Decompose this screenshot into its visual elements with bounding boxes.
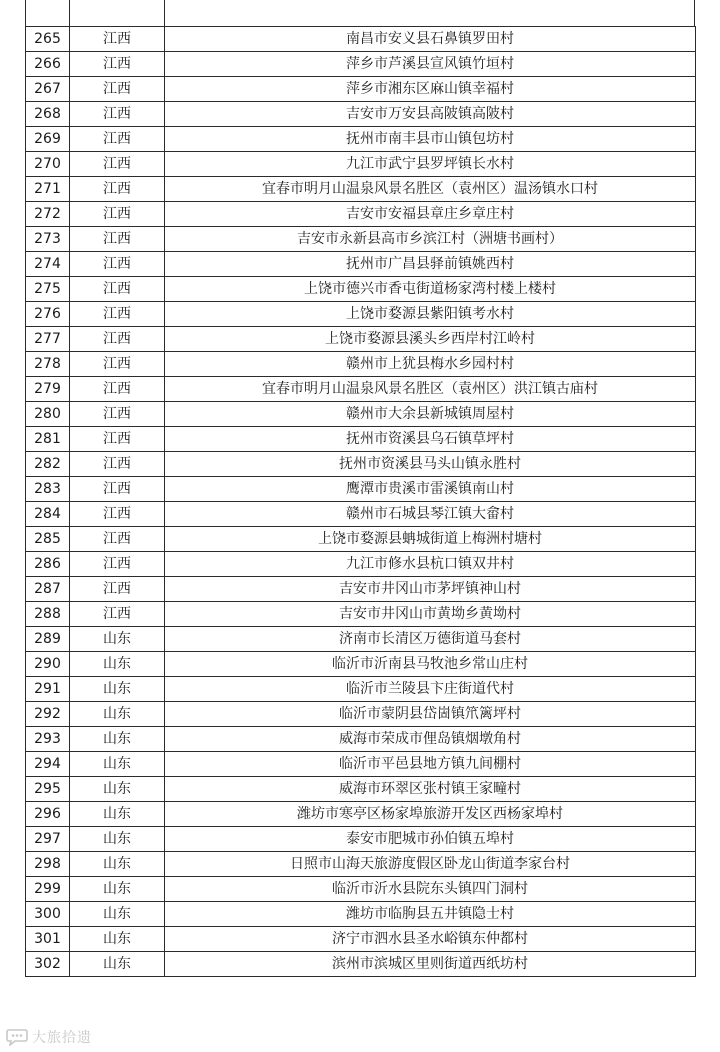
village-name-cell: 吉安市万安县高陂镇高陂村 bbox=[165, 102, 696, 127]
province-cell: 江西 bbox=[70, 252, 165, 277]
table-row bbox=[26, 127, 696, 152]
row-number-cell: 298 bbox=[26, 852, 70, 877]
village-name-cell: 赣州市石城县琴江镇大畲村 bbox=[165, 502, 696, 527]
row-number-cell: 281 bbox=[26, 427, 70, 452]
speech-bubble-logo-icon bbox=[6, 1028, 28, 1046]
row-number-cell: 292 bbox=[26, 702, 70, 727]
row-number-cell: 289 bbox=[26, 627, 70, 652]
village-name-cell: 威海市荣成市俚岛镇烟墩角村 bbox=[165, 727, 696, 752]
table-row bbox=[26, 302, 696, 327]
row-number-cell: 265 bbox=[26, 27, 70, 52]
table-row bbox=[26, 752, 696, 777]
village-list-sheet bbox=[25, 26, 695, 977]
table-row bbox=[26, 952, 696, 977]
table-row bbox=[26, 252, 696, 277]
province-cell: 江西 bbox=[70, 152, 165, 177]
province-cell: 山东 bbox=[70, 752, 165, 777]
village-name-cell: 抚州市资溪县马头山镇永胜村 bbox=[165, 452, 696, 477]
table-row bbox=[26, 527, 696, 552]
village-name-cell: 抚州市南丰县市山镇包坊村 bbox=[165, 127, 696, 152]
province-cell: 山东 bbox=[70, 677, 165, 702]
table-row bbox=[26, 152, 696, 177]
row-number-cell: 277 bbox=[26, 327, 70, 352]
table-row bbox=[26, 902, 696, 927]
province-cell: 山东 bbox=[70, 877, 165, 902]
village-name-cell: 赣州市上犹县梅水乡园村村 bbox=[165, 352, 696, 377]
village-name-cell: 鹰潭市贵溪市雷溪镇南山村 bbox=[165, 477, 696, 502]
village-name-cell: 吉安市永新县高市乡滨江村（洲塘书画村） bbox=[165, 227, 696, 252]
village-name-cell: 济南市长清区万德街道马套村 bbox=[165, 627, 696, 652]
row-number-cell: 268 bbox=[26, 102, 70, 127]
row-number-cell: 300 bbox=[26, 902, 70, 927]
table-row bbox=[26, 202, 696, 227]
village-name-cell: 济宁市泗水县圣水峪镇东仲都村 bbox=[165, 927, 696, 952]
row-number-cell: 271 bbox=[26, 177, 70, 202]
village-name-cell: 上饶市婺源县溪头乡西岸村江岭村 bbox=[165, 327, 696, 352]
row-number-cell: 269 bbox=[26, 127, 70, 152]
row-number-cell: 267 bbox=[26, 77, 70, 102]
table-row bbox=[26, 577, 696, 602]
row-number-cell: 278 bbox=[26, 352, 70, 377]
village-name-cell: 南昌市安义县石鼻镇罗田村 bbox=[165, 27, 696, 52]
row-number-cell: 299 bbox=[26, 877, 70, 902]
village-name-cell: 上饶市婺源县紫阳镇考水村 bbox=[165, 302, 696, 327]
table-row bbox=[26, 27, 696, 52]
watermark bbox=[6, 1026, 92, 1048]
table-row bbox=[26, 77, 696, 102]
table-row bbox=[26, 227, 696, 252]
village-name-cell: 吉安市井冈山市黄坳乡黄坳村 bbox=[165, 602, 696, 627]
village-name-cell: 潍坊市临朐县五井镇隐士村 bbox=[165, 902, 696, 927]
province-cell: 江西 bbox=[70, 202, 165, 227]
village-name-cell: 抚州市资溪县乌石镇草坪村 bbox=[165, 427, 696, 452]
table-row bbox=[26, 727, 696, 752]
row-number-cell: 276 bbox=[26, 302, 70, 327]
row-number-cell: 294 bbox=[26, 752, 70, 777]
province-cell: 山东 bbox=[70, 627, 165, 652]
village-name-cell: 上饶市婺源县蚺城街道上梅洲村塘村 bbox=[165, 527, 696, 552]
table-row bbox=[26, 502, 696, 527]
table-row bbox=[26, 452, 696, 477]
row-number-cell: 301 bbox=[26, 927, 70, 952]
row-number-cell: 270 bbox=[26, 152, 70, 177]
province-cell: 山东 bbox=[70, 952, 165, 977]
province-cell: 江西 bbox=[70, 427, 165, 452]
village-name-cell: 九江市武宁县罗坪镇长水村 bbox=[165, 152, 696, 177]
row-number-cell: 284 bbox=[26, 502, 70, 527]
table-row bbox=[26, 377, 696, 402]
province-cell: 山东 bbox=[70, 652, 165, 677]
row-number-cell: 291 bbox=[26, 677, 70, 702]
table-row bbox=[26, 177, 696, 202]
village-name-cell: 九江市修水县杭口镇双井村 bbox=[165, 552, 696, 577]
province-cell: 江西 bbox=[70, 77, 165, 102]
table-row bbox=[26, 477, 696, 502]
village-name-cell: 宜春市明月山温泉风景名胜区（袁州区）洪江镇古庙村 bbox=[165, 377, 696, 402]
table-row bbox=[26, 327, 696, 352]
row-number-cell: 290 bbox=[26, 652, 70, 677]
table-row bbox=[26, 552, 696, 577]
province-cell: 江西 bbox=[70, 502, 165, 527]
row-number-cell: 280 bbox=[26, 402, 70, 427]
province-cell: 江西 bbox=[70, 177, 165, 202]
row-number-cell: 282 bbox=[26, 452, 70, 477]
table-row bbox=[26, 352, 696, 377]
table-row bbox=[26, 802, 696, 827]
village-name-cell: 临沂市沂南县马牧池乡常山庄村 bbox=[165, 652, 696, 677]
village-name-cell: 上饶市德兴市香屯街道杨家湾村楼上楼村 bbox=[165, 277, 696, 302]
province-cell: 山东 bbox=[70, 927, 165, 952]
village-table-body bbox=[26, 27, 696, 977]
table-row bbox=[26, 852, 696, 877]
row-number-cell: 266 bbox=[26, 52, 70, 77]
province-cell: 山东 bbox=[70, 702, 165, 727]
row-number-cell: 296 bbox=[26, 802, 70, 827]
village-name-cell: 吉安市安福县章庄乡章庄村 bbox=[165, 202, 696, 227]
province-cell: 江西 bbox=[70, 277, 165, 302]
village-name-cell: 滨州市滨城区里则街道西纸坊村 bbox=[165, 952, 696, 977]
province-cell: 江西 bbox=[70, 477, 165, 502]
village-name-cell: 临沂市平邑县地方镇九间棚村 bbox=[165, 752, 696, 777]
province-cell: 江西 bbox=[70, 102, 165, 127]
village-name-cell: 泰安市肥城市孙伯镇五埠村 bbox=[165, 827, 696, 852]
province-cell: 江西 bbox=[70, 27, 165, 52]
province-cell: 江西 bbox=[70, 577, 165, 602]
village-name-cell: 威海市环翠区张村镇王家疃村 bbox=[165, 777, 696, 802]
table-row bbox=[26, 52, 696, 77]
table-row bbox=[26, 877, 696, 902]
row-number-cell: 295 bbox=[26, 777, 70, 802]
row-number-cell: 286 bbox=[26, 552, 70, 577]
table-row bbox=[26, 602, 696, 627]
watermark-text: 大旅拾遗 bbox=[32, 1030, 92, 1046]
province-cell: 江西 bbox=[70, 302, 165, 327]
table-row bbox=[26, 702, 696, 727]
table-row bbox=[26, 277, 696, 302]
row-number-cell: 279 bbox=[26, 377, 70, 402]
province-cell: 江西 bbox=[70, 402, 165, 427]
village-name-cell: 宜春市明月山温泉风景名胜区（袁州区）温汤镇水口村 bbox=[165, 177, 696, 202]
row-number-cell: 293 bbox=[26, 727, 70, 752]
province-cell: 山东 bbox=[70, 902, 165, 927]
table-row bbox=[26, 402, 696, 427]
village-name-cell: 萍乡市湘东区麻山镇幸福村 bbox=[165, 77, 696, 102]
province-cell: 江西 bbox=[70, 527, 165, 552]
table-row bbox=[26, 652, 696, 677]
village-name-cell: 萍乡市芦溪县宣风镇竹垣村 bbox=[165, 52, 696, 77]
village-name-cell: 抚州市广昌县驿前镇姚西村 bbox=[165, 252, 696, 277]
province-cell: 山东 bbox=[70, 827, 165, 852]
table-row bbox=[26, 777, 696, 802]
row-number-cell: 275 bbox=[26, 277, 70, 302]
table-row bbox=[26, 927, 696, 952]
province-cell: 山东 bbox=[70, 777, 165, 802]
province-cell: 山东 bbox=[70, 727, 165, 752]
province-cell: 江西 bbox=[70, 452, 165, 477]
province-cell: 江西 bbox=[70, 52, 165, 77]
row-number-cell: 285 bbox=[26, 527, 70, 552]
province-cell: 山东 bbox=[70, 852, 165, 877]
row-number-cell: 272 bbox=[26, 202, 70, 227]
province-cell: 江西 bbox=[70, 377, 165, 402]
village-name-cell: 临沂市兰陵县卞庄街道代村 bbox=[165, 677, 696, 702]
table-row bbox=[26, 427, 696, 452]
table-top-edge bbox=[25, 0, 695, 26]
village-name-cell: 临沂市蒙阴县岱崮镇笊篱坪村 bbox=[165, 702, 696, 727]
village-name-cell: 吉安市井冈山市茅坪镇神山村 bbox=[165, 577, 696, 602]
village-name-cell: 临沂市沂水县院东头镇四门洞村 bbox=[165, 877, 696, 902]
table-row bbox=[26, 827, 696, 852]
row-number-cell: 288 bbox=[26, 602, 70, 627]
province-cell: 江西 bbox=[70, 127, 165, 152]
village-table bbox=[25, 26, 696, 977]
province-cell: 山东 bbox=[70, 802, 165, 827]
village-name-cell: 赣州市大余县新城镇周屋村 bbox=[165, 402, 696, 427]
village-name-cell: 日照市山海天旅游度假区卧龙山街道李家台村 bbox=[165, 852, 696, 877]
row-number-cell: 302 bbox=[26, 952, 70, 977]
row-number-cell: 273 bbox=[26, 227, 70, 252]
province-cell: 江西 bbox=[70, 227, 165, 252]
province-cell: 江西 bbox=[70, 552, 165, 577]
table-row bbox=[26, 677, 696, 702]
village-name-cell: 潍坊市寒亭区杨家埠旅游开发区西杨家埠村 bbox=[165, 802, 696, 827]
province-cell: 江西 bbox=[70, 602, 165, 627]
row-number-cell: 274 bbox=[26, 252, 70, 277]
row-number-cell: 287 bbox=[26, 577, 70, 602]
table-row bbox=[26, 102, 696, 127]
province-cell: 江西 bbox=[70, 327, 165, 352]
row-number-cell: 297 bbox=[26, 827, 70, 852]
province-cell: 江西 bbox=[70, 352, 165, 377]
row-number-cell: 283 bbox=[26, 477, 70, 502]
table-row bbox=[26, 627, 696, 652]
